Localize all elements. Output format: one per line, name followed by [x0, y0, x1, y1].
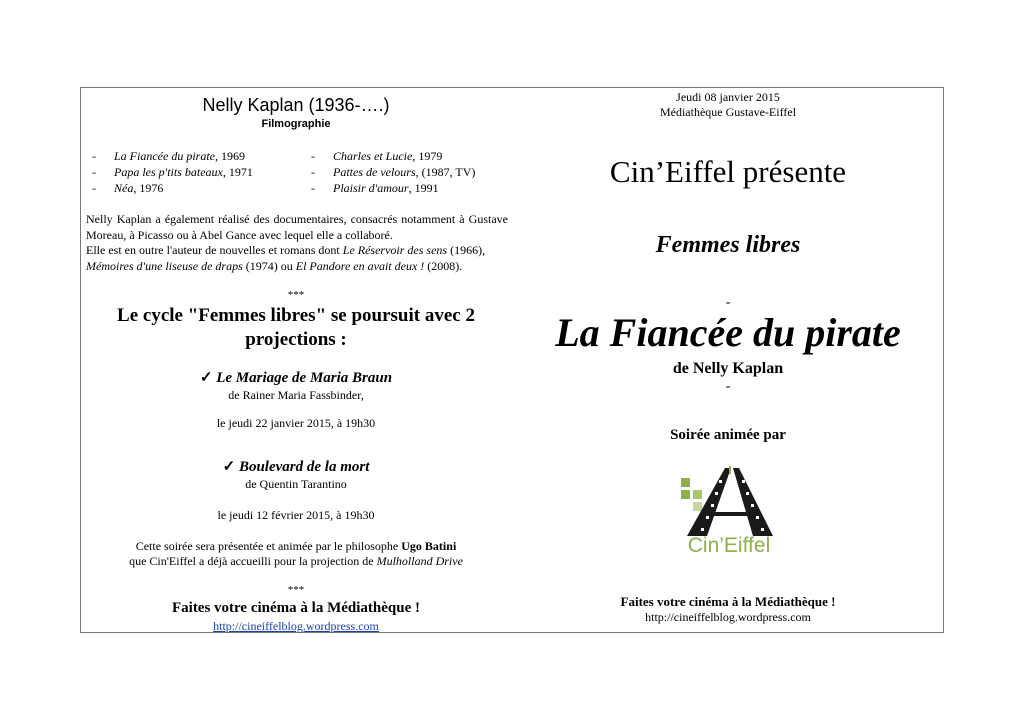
check-icon: ✓	[222, 459, 236, 475]
check-icon: ✓	[199, 370, 213, 386]
screening-1-director: de Rainer Maria Fassbinder,	[228, 388, 364, 402]
presenter-name: Ugo Batini	[401, 539, 457, 553]
screening-2-title: Boulevard de la mort	[238, 459, 370, 475]
film-title: La Fiancée du pirate	[555, 310, 901, 355]
presents-heading: Cin’Eiffel présente	[609, 154, 847, 189]
separator-stars-2: ***	[287, 584, 305, 596]
screening-2	[86, 457, 506, 492]
filmography-subtitle: Filmographie	[261, 118, 331, 130]
biography-title: Nelly Kaplan (1936-….)	[202, 95, 390, 115]
left-footer-link[interactable]	[86, 619, 506, 634]
bio-paragraph-2: Elle est en outre l'auteur de nouvelles et romans dont Le Réservoir des sens (1966), Mémoires d'une liseuse de draps (1974) ou El Pandore en avait deux ! (2008).	[86, 243, 486, 273]
screening-1-title: Le Mariage de Maria Braun	[216, 370, 393, 386]
blog-link[interactable]: http://cineiffelblog.wordpress.com	[213, 619, 379, 633]
separator-stars: ***	[287, 289, 305, 301]
logo-text: Cin’Eiffel	[687, 534, 771, 557]
right-footer-slogan: Faites votre cinéma à la Médiathèque !	[620, 594, 836, 609]
screening-1-date: le jeudi 22 janvier 2015, à 19h30	[216, 416, 376, 430]
filmography-column-2	[311, 148, 511, 196]
left-panel	[86, 93, 506, 131]
cycle-title: Femmes libres	[655, 232, 801, 258]
presenter-note: Cette soirée sera présentée et animée par le philosophe Ugo Batini que Cin'Eiffel a déjà accueilli pour la projection de Mulholland Drive	[129, 539, 463, 568]
dash-separator-2: -	[725, 378, 731, 393]
film-item: - La Fiancée du pirate, 1969	[92, 149, 245, 163]
screening-2-director: de Quentin Tarantino	[245, 477, 347, 491]
animated-by: Soirée animée par	[670, 427, 786, 443]
event-header	[540, 90, 916, 120]
screening-1	[86, 368, 506, 403]
dash-separator: -	[725, 294, 731, 309]
event-venue: Médiathèque Gustave-Eiffel	[659, 105, 797, 119]
film-item: - Pattes de velours, (1987, TV)	[311, 165, 476, 179]
right-footer-link: http://cineiffelblog.wordpress.com	[645, 610, 811, 624]
cycle-heading: Le cycle "Femmes libres" se poursuit avec 2 projections :	[117, 305, 475, 350]
film-item: - Plaisir d'amour, 1991	[311, 181, 439, 195]
filmography-column-1	[92, 148, 302, 196]
event-date: Jeudi 08 janvier 2015	[676, 90, 780, 104]
screening-2-date: le jeudi 12 février 2015, à 19h30	[217, 508, 375, 522]
film-director: de Nelly Kaplan	[672, 360, 784, 377]
biography-text	[86, 212, 508, 274]
left-footer-slogan: Faites votre cinéma à la Médiathèque !	[171, 600, 420, 616]
film-item: - Néa, 1976	[92, 181, 164, 195]
cineiffel-logo	[673, 466, 785, 562]
bio-paragraph-1: Nelly Kaplan a également réalisé des documentaires, consacrés notamment à Gustave Moreau, à Picasso ou à Abel Gance avec lequel elle a collaboré.	[86, 212, 508, 242]
film-item: - Charles et Lucie, 1979	[311, 149, 443, 163]
film-item: - Papa les p'tits bateaux, 1971	[92, 165, 253, 179]
